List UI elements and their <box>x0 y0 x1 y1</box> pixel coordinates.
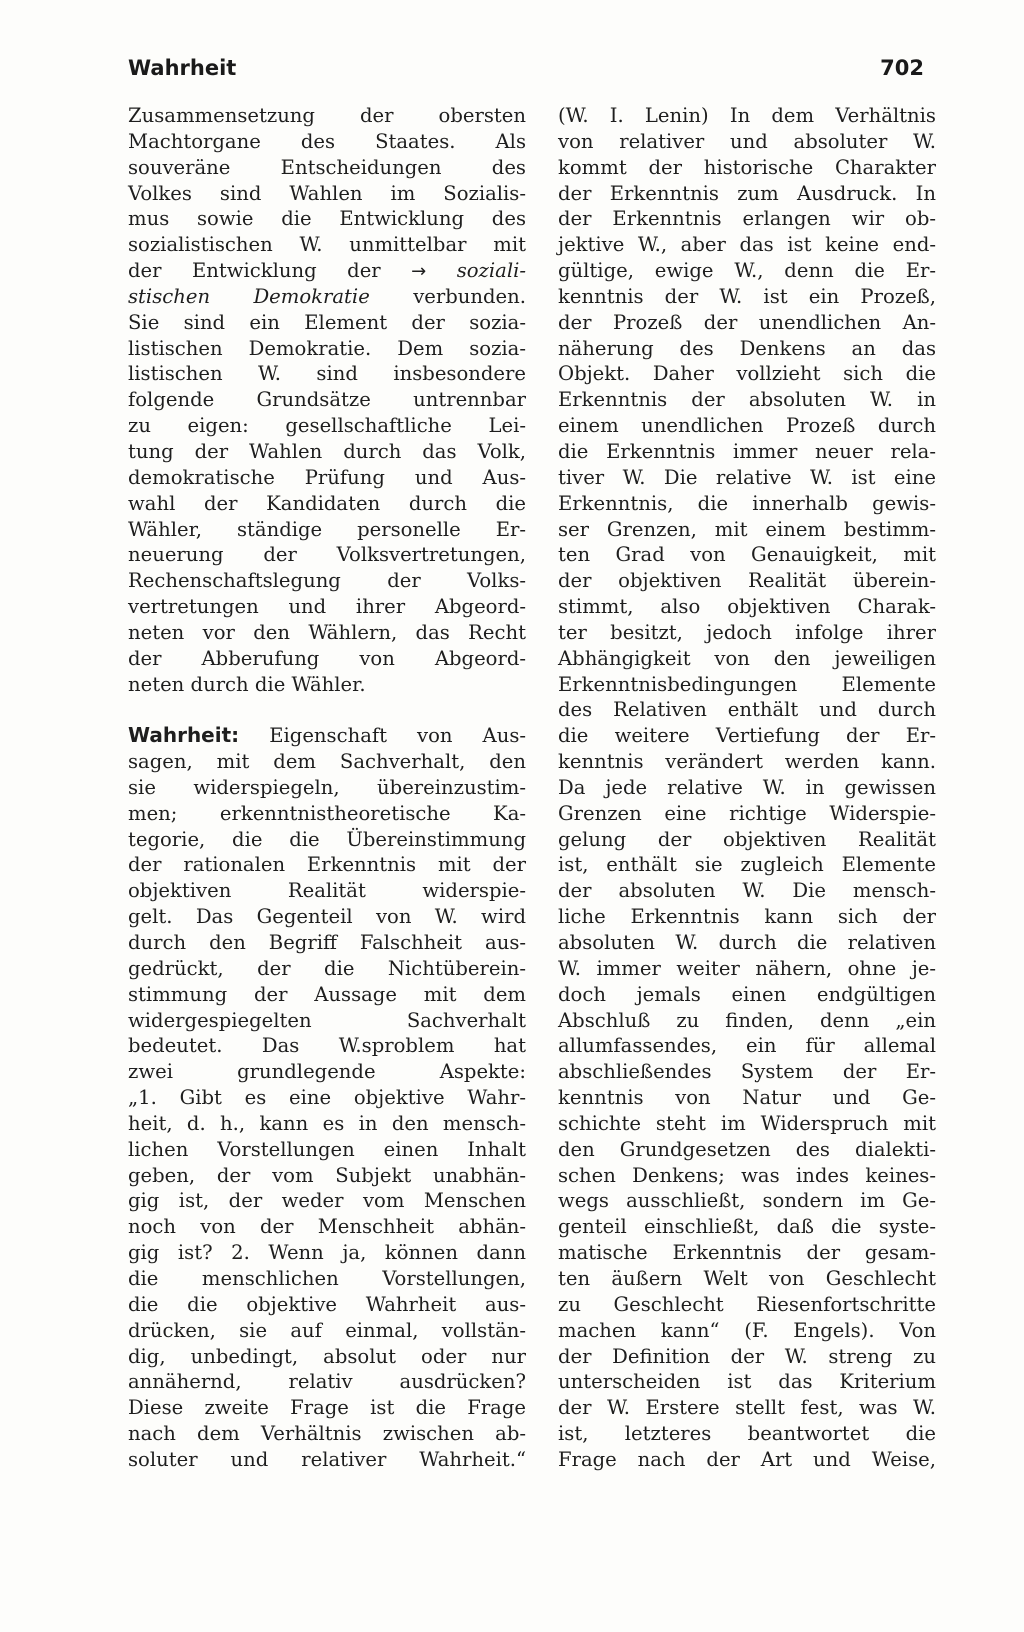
text-line: ser Grenzen, mit einem bestimm- <box>558 517 936 541</box>
text-line: gelung der objektiven Realität <box>558 827 936 851</box>
text-line: tiver W. Die relative W. ist eine <box>558 465 936 489</box>
crossref-arrow-icon: → <box>411 261 427 283</box>
text-line: Sie sind ein Element der sozia- <box>128 310 526 334</box>
text-line-with-crossref <box>128 284 526 310</box>
text-line: bedeutet. Das W.sproblem hat <box>128 1034 526 1058</box>
text-line: sie widerspiegeln, übereinzustim- <box>128 775 526 799</box>
crossref-term: soziali- <box>456 259 526 283</box>
text-line: wahl der Kandidaten durch die <box>128 491 526 515</box>
text-line: tegorie, die die Übereinstimmung <box>128 827 526 851</box>
text-line: lichen Vorstellungen einen Inhalt <box>128 1137 526 1161</box>
text-line: Rechenschaftslegung der Volks- <box>128 569 526 593</box>
text-line: listischen Demokratie. Dem sozia- <box>128 336 526 360</box>
text-line-with-crossref <box>128 258 526 284</box>
text-line: neten vor den Wählern, das Recht <box>128 620 526 644</box>
text-line: der rationalen Erkenntnis mit der <box>128 853 526 877</box>
text-line: der objektiven Realität überein- <box>558 569 936 593</box>
text-line: liche Erkenntnis kann sich der <box>558 905 936 929</box>
page-number: 702 <box>880 56 924 80</box>
text-line: Diese zweite Frage ist die Frage <box>128 1396 526 1420</box>
text-line: gelt. Das Gegenteil von W. wird <box>128 905 526 929</box>
text-line: der W. Erstere stellt fest, was W. <box>558 1396 936 1420</box>
text-line: durch den Begriff Falschheit aus- <box>128 931 526 954</box>
text-line: sagen, mit dem Sachverhalt, den <box>128 750 526 774</box>
text-line: Zusammensetzung der obersten <box>128 104 526 127</box>
left-column <box>128 103 526 1473</box>
text-fragment: verbunden. <box>413 284 527 308</box>
text-line: gültige, ewige W., denn die Er- <box>558 259 936 283</box>
text-line: zwei grundlegende Aspekte: <box>128 1060 526 1084</box>
text-line: stimmung der Aussage mit dem <box>128 982 526 1006</box>
text-line: unterscheiden ist das Kriterium <box>558 1370 936 1394</box>
text-line: (W. I. Lenin) In dem Verhältnis <box>558 104 936 127</box>
text-line: ten Grad von Genauigkeit, mit <box>558 543 936 567</box>
text-line: ist, letzteres beantwortet die <box>558 1422 936 1446</box>
text-line: wegs ausschließt, sondern im Ge- <box>558 1189 936 1213</box>
text-line: folgende Grundsätze untrennbar <box>128 388 526 412</box>
text-line: den Grundgesetzen des dialekti- <box>558 1137 936 1161</box>
text-line: genteil einschließt, daß die syste- <box>558 1215 936 1239</box>
text-line: die weitere Vertiefung der Er- <box>558 724 936 748</box>
running-head-title: Wahrheit <box>128 56 237 80</box>
text-line: Erkenntnis der absoluten W. in <box>558 388 936 412</box>
text-line: schen Denkens; was indes keines- <box>558 1163 936 1187</box>
text-line: näherung des Denkens an das <box>558 336 936 360</box>
text-line: schichte steht im Widerspruch mit <box>558 1111 936 1135</box>
text-line: men; erkenntnistheoretische Ka- <box>128 801 526 825</box>
text-line: einem unendlichen Prozeß durch <box>558 414 936 438</box>
text-line: Frage nach der Art und Weise, <box>558 1447 936 1471</box>
text-line: zu Geschlecht Riesenfortschritte <box>558 1292 936 1316</box>
text-line: kenntnis der W. ist ein Prozeß, <box>558 284 936 308</box>
text-line: listischen W. sind insbesondere <box>128 362 526 386</box>
text-line: die die objektive Wahrheit aus- <box>128 1292 526 1316</box>
text-line: geben, der vom Subjekt unabhän- <box>128 1163 526 1187</box>
text-line: jektive W., aber das ist keine end- <box>558 233 936 257</box>
text-line: sozialistischen W. unmittelbar mit <box>128 233 526 257</box>
running-head <box>128 56 924 86</box>
text-line: Objekt. Daher vollzieht sich die <box>558 362 936 386</box>
text-line: der Erkenntnis erlangen wir ob- <box>558 207 936 231</box>
text-line: W. immer weiter nähern, ohne je- <box>558 956 936 980</box>
text-line: gig ist, der weder vom Menschen <box>128 1189 526 1213</box>
text-line: Grenzen eine richtige Widerspie- <box>558 801 936 825</box>
text-line: vertretungen und ihrer Abgeord- <box>128 595 526 619</box>
text-line: ter besitzt, jedoch infolge ihrer <box>558 620 936 644</box>
text-line: doch jemals einen endgültigen <box>558 982 936 1006</box>
text-line: der Definition der W. streng zu <box>558 1344 936 1368</box>
text-line: gig ist? 2. Wenn ja, können dann <box>128 1241 526 1265</box>
text-line: der Erkenntnis zum Ausdruck. In <box>558 181 936 205</box>
text-line: Erkenntnisbedingungen Elemente <box>558 672 936 696</box>
text-line: Machtorgane des Staates. Als <box>128 129 526 153</box>
text-line: kenntnis von Natur und Ge- <box>558 1086 936 1110</box>
text-line: widergespiegelten Sachverhalt <box>128 1008 526 1032</box>
text-line: gedrückt, der die Nichtüberein- <box>128 956 526 980</box>
text-fragment: der Entwicklung der <box>128 259 381 283</box>
text-line: Erkenntnis, die innerhalb gewis- <box>558 491 936 515</box>
text-line: mus sowie die Entwicklung des <box>128 207 526 231</box>
right-column <box>558 103 936 1473</box>
text-line: Wähler, ständige personelle Er- <box>128 517 526 541</box>
text-line: heit, d. h., kann es in den mensch- <box>128 1111 526 1135</box>
text-line: die menschlichen Vorstellungen, <box>128 1266 526 1290</box>
text-line: tung der Wahlen durch das Volk, <box>128 439 526 463</box>
text-line: zu eigen: gesellschaftliche Lei- <box>128 414 526 438</box>
text-line: matische Erkenntnis der gesam- <box>558 1241 936 1265</box>
entry-headword: Wahrheit: <box>128 723 240 748</box>
text-fragment: Eigenschaft von Aus- <box>269 724 527 748</box>
text-line: dig, unbedingt, absolut oder nur <box>128 1344 526 1368</box>
text-line: demokratische Prüfung und Aus- <box>128 465 526 489</box>
text-line: absoluten W. durch die relativen <box>558 931 936 954</box>
entry-first-line <box>128 723 526 749</box>
crossref-term: stischen Demokratie <box>128 284 370 308</box>
text-line: kenntnis verändert werden kann. <box>558 750 936 774</box>
text-line: machen kann“ (F. Engels). Von <box>558 1318 936 1342</box>
text-line: neuerung der Volksvertretungen, <box>128 543 526 567</box>
text-line: von relativer und absoluter W. <box>558 129 936 153</box>
text-line: objektiven Realität widerspie- <box>128 879 526 903</box>
text-line: des Relativen enthält und durch <box>558 698 936 722</box>
text-line: die Erkenntnis immer neuer rela- <box>558 439 936 463</box>
text-line: souveräne Entscheidungen des <box>128 155 526 179</box>
text-line: annähernd, relativ ausdrücken? <box>128 1370 526 1394</box>
text-line: stimmt, also objektiven Charak- <box>558 595 936 619</box>
text-line: der Prozeß der unendlichen An- <box>558 310 936 334</box>
text-line: Abschluß zu finden, denn „ein <box>558 1008 936 1032</box>
text-line: Abhängigkeit von den jeweiligen <box>558 646 936 670</box>
text-line: der absoluten W. Die mensch- <box>558 879 936 903</box>
text-line: soluter und relativer Wahrheit.“ <box>128 1447 526 1471</box>
text-line: neten durch die Wähler. <box>128 672 366 696</box>
text-line: ten äußern Welt von Geschlecht <box>558 1266 936 1290</box>
text-line: Da jede relative W. in gewissen <box>558 775 936 799</box>
text-line: Volkes sind Wahlen im Sozialis- <box>128 181 526 205</box>
text-line: der Abberufung von Abgeord- <box>128 646 526 670</box>
text-line: „1. Gibt es eine objektive Wahr- <box>128 1086 526 1110</box>
text-line: noch von der Menschheit abhän- <box>128 1215 526 1239</box>
text-line: nach dem Verhältnis zwischen ab- <box>128 1422 526 1446</box>
paragraph-gap <box>128 697 526 723</box>
text-line: drücken, sie auf einmal, vollstän- <box>128 1318 526 1342</box>
text-line: allumfassendes, ein für allemal <box>558 1034 936 1058</box>
text-line: abschließendes System der Er- <box>558 1060 936 1084</box>
text-line: ist, enthält sie zugleich Elemente <box>558 853 936 877</box>
text-line: kommt der historische Charakter <box>558 155 936 179</box>
